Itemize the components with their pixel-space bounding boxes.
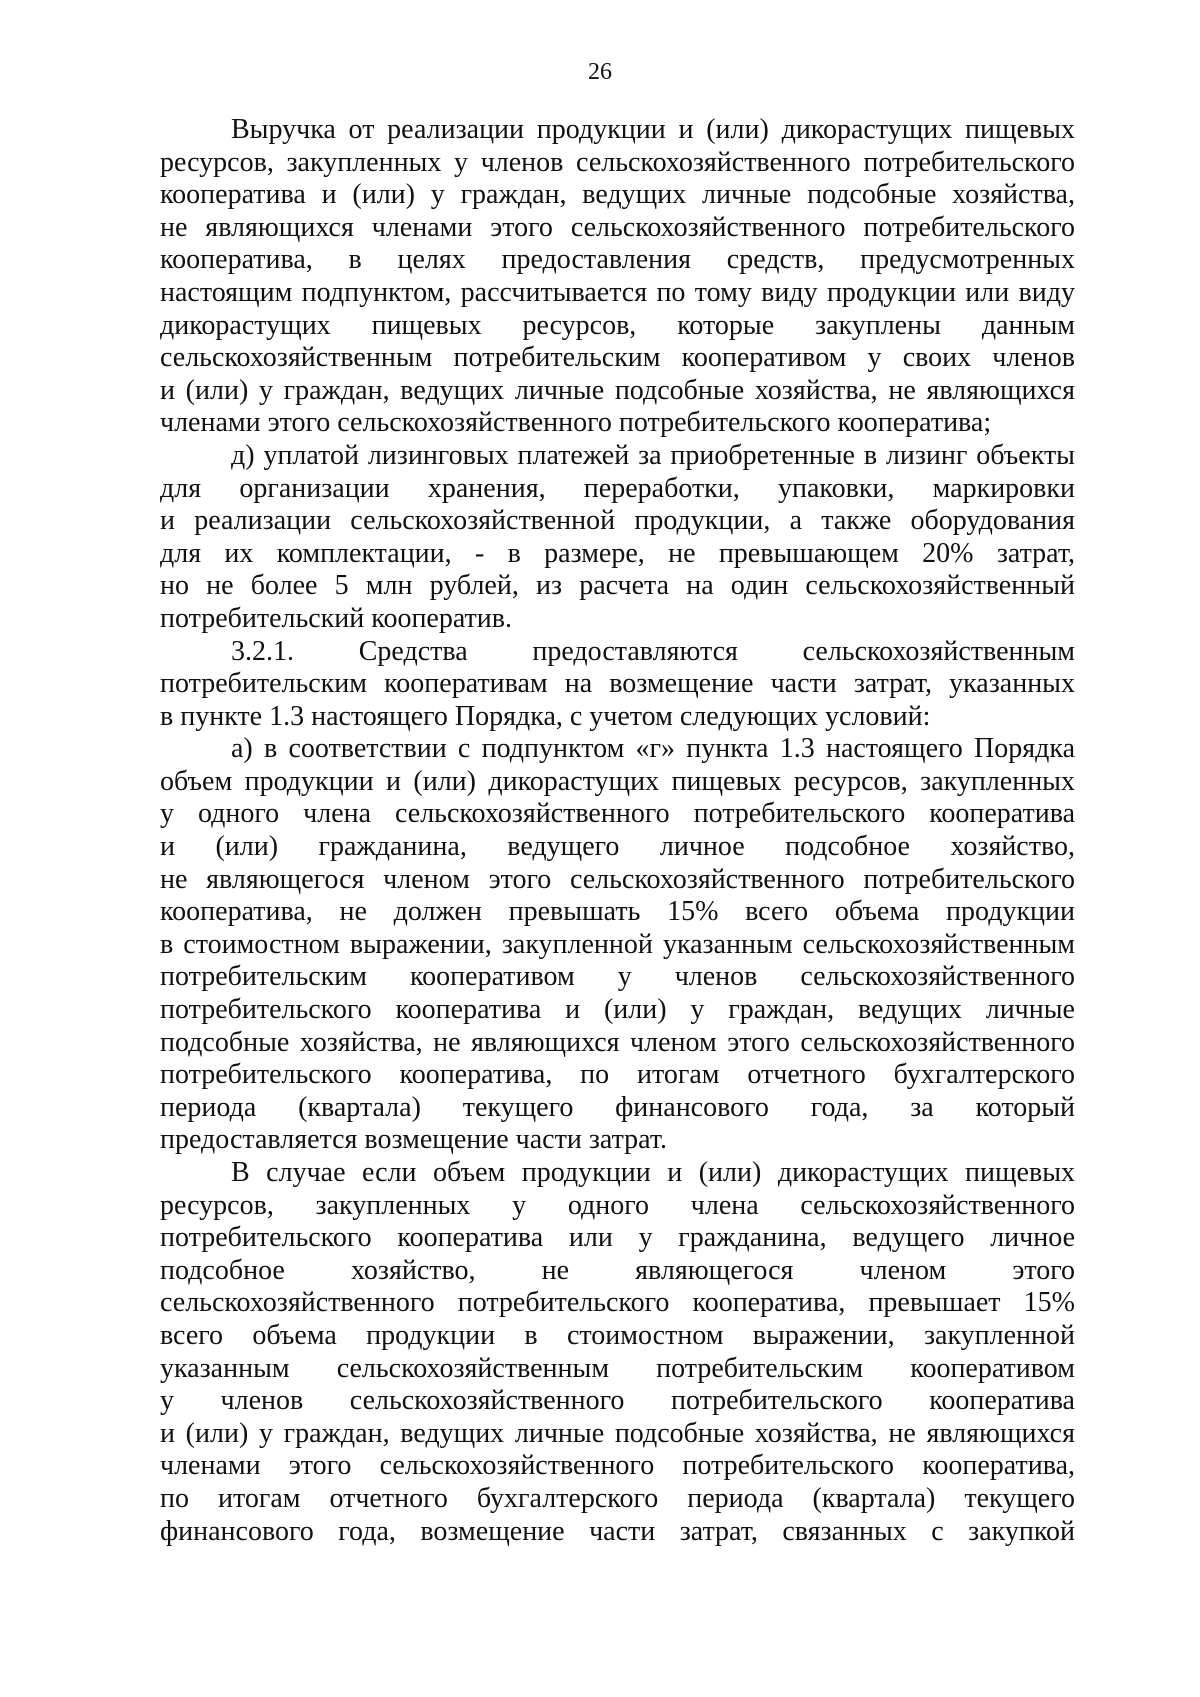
text-line: потребительского кооператива и (или) у граждан, ведущих личные — [160, 994, 1075, 1026]
text-line: периода (квартала) текущего финансового года, за который — [160, 1091, 1075, 1123]
text-line: потребительским кооперативом у членов сельскохозяйственного — [160, 961, 1075, 993]
text-line: для организации хранения, переработки, упаковки, маркировки — [160, 472, 1075, 504]
text-line: предоставляется возмещение части затрат. — [160, 1124, 667, 1156]
paragraph-excess-case — [160, 1157, 1075, 1548]
text-line: и (или) гражданина, ведущего личное подсобное хозяйство, — [160, 831, 1075, 863]
text-line: потребительского кооператива или у гражданина, ведущего личное — [160, 1222, 1075, 1254]
text-line: всего объема продукции в стоимостном выражении, закупленной — [160, 1319, 1075, 1351]
text-line: ресурсов, закупленных у одного члена сельскохозяйственного — [160, 1189, 1075, 1221]
text-line: указанным сельскохозяйственным потребительским кооперативом — [160, 1352, 1075, 1384]
text-line: Выручка от реализации продукции и (или) дикорастущих пищевых — [231, 114, 1075, 145]
text-line: подсобное хозяйство, не являющегося членом этого — [160, 1254, 1075, 1286]
text-line: подсобные хозяйства, не являющихся членом этого сельскохозяйственного — [160, 1026, 1075, 1058]
text-line: ресурсов, закупленных у членов сельскохозяйственного потребительского — [160, 146, 1075, 178]
text-line: кооператива, не должен превышать 15% всего объема продукции — [160, 896, 1075, 928]
text-line: не являющегося членом этого сельскохозяйственного потребительского — [160, 863, 1075, 895]
text-line: но не более 5 млн рублей, из расчета на один сельскохозяйственный — [160, 570, 1075, 602]
text-line: 3.2.1. Средства предоставляются сельскохозяйственным — [231, 635, 1075, 667]
text-line: и (или) у граждан, ведущих личные подсобные хозяйства, не являющихся — [160, 374, 1075, 406]
text-line: объем продукции и (или) дикорастущих пищевых ресурсов, закупленных — [160, 765, 1075, 797]
text-line: членами этого сельскохозяйственного потребительского кооператива, — [160, 1450, 1075, 1482]
text-line: по итогам отчетного бухгалтерского периода (квартала) текущего — [160, 1482, 1075, 1514]
text-line: не являющихся членами этого сельскохозяйственного потребительского — [160, 211, 1075, 243]
text-line: членами этого сельскохозяйственного потребительского кооператива; — [160, 407, 992, 439]
text-line: финансового года, возмещение части затрат, связанных с закупкой — [160, 1515, 1075, 1547]
text-line: и реализации сельскохозяйственной продукции, а также оборудования — [160, 505, 1075, 537]
text-line: настоящим подпунктом, рассчитывается по тому виду продукции или виду — [160, 276, 1075, 308]
page-number: 26 — [588, 59, 612, 85]
text-line: в стоимостном выражении, закупленной указанным сельскохозяйственным — [160, 928, 1075, 960]
text-line: кооператива и (или) у граждан, ведущих личные подсобные хозяйства, — [160, 179, 1075, 211]
paragraph-item-d — [160, 440, 1075, 636]
text-line: потребительским кооперативам на возмещение части затрат, указанных — [160, 668, 1075, 700]
text-line: дикорастущих пищевых ресурсов, которые закуплены данным — [160, 309, 1075, 341]
text-line: для их комплектации, - в размере, не превышающем 20% затрат, — [160, 537, 1075, 569]
paragraph-3-2-1 — [160, 636, 1075, 734]
text-line: сельскохозяйственным потребительским кооперативом у своих членов — [160, 342, 1075, 374]
text-line: д) уплатой лизинговых платежей за приобретенные в лизинг объекты — [231, 439, 1075, 471]
text-line: у членов сельскохозяйственного потребительского кооператива — [160, 1385, 1075, 1417]
text-line: а) в соответствии с подпунктом «г» пункта 1.3 настоящего Порядка — [231, 733, 1075, 765]
paragraph-item-a — [160, 733, 1075, 1157]
text-line: и (или) у граждан, ведущих личные подсобные хозяйства, не являющихся — [160, 1417, 1075, 1449]
document-body — [160, 114, 1075, 1548]
text-line: потребительского кооператива, по итогам отчетного бухгалтерского — [160, 1059, 1075, 1091]
text-line: потребительский кооператив. — [160, 602, 512, 634]
text-line: сельскохозяйственного потребительского кооператива, превышает 15% — [160, 1287, 1075, 1319]
paragraph-revenue — [160, 114, 1075, 440]
text-line: кооператива, в целях предоставления средств, предусмотренных — [160, 244, 1075, 276]
text-line: у одного члена сельскохозяйственного потребительского кооператива — [160, 798, 1075, 830]
text-line: в пункте 1.3 настоящего Порядка, с учетом следующих условий: — [160, 700, 931, 732]
text-line: В случае если объем продукции и (или) дикорастущих пищевых — [231, 1157, 1075, 1188]
